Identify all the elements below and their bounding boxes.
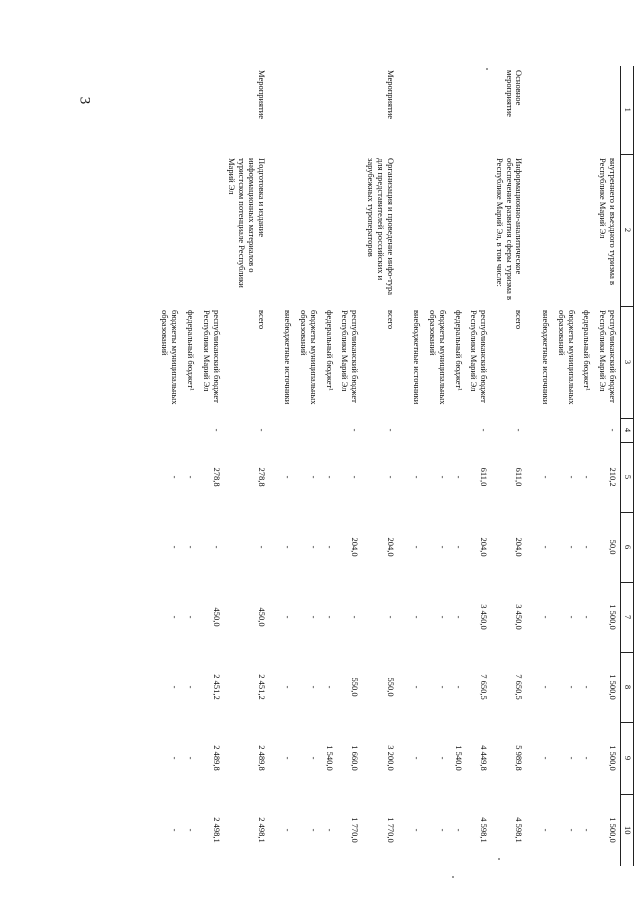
table-cell-c1: Мероприятие: [385, 70, 396, 120]
table-cell-c5: -: [350, 475, 361, 479]
table-cell-c3: всего: [514, 310, 525, 330]
table-row: [491, 66, 526, 866]
col-header: 5: [621, 442, 634, 512]
col-header: 2: [621, 154, 634, 306]
rotated-page-area: [114, 66, 634, 866]
table-cell-c7: -: [582, 615, 593, 619]
table-cell-c1: [198, 66, 224, 154]
table-cell-c5: -: [541, 475, 552, 479]
table-row: [553, 66, 579, 866]
table-cell-c3: федеральный бюджет¹: [453, 310, 464, 391]
table-cell-c9: -: [170, 756, 181, 760]
table-cell-c3: федеральный бюджет¹: [324, 310, 335, 391]
table-cell-c9: -: [186, 756, 197, 760]
table-cell-c10: 4 598,1: [479, 817, 490, 843]
table-cell-c2: [321, 154, 337, 306]
table-cell-c9: 1 540,0: [324, 745, 335, 771]
table-cell-c8: -: [186, 685, 197, 689]
table-cell-c5: -: [308, 475, 319, 479]
table-cell-c9: 3 200,0: [385, 745, 396, 771]
table-cell-c7: -: [283, 615, 294, 619]
table-cell-c3: внебюджетные источники: [541, 310, 552, 405]
table-cell-c7: -: [324, 615, 335, 619]
table-cell-c1: [526, 66, 553, 154]
table-cell-c2: внутреннего и въездного туризма в Республике Марий Эл: [598, 158, 618, 286]
table-cell-c3: всего: [385, 310, 396, 330]
table-cell-c1: [295, 66, 321, 154]
table-cell-c1: [579, 66, 595, 154]
table-cell-c7: -: [385, 615, 396, 619]
table-cell-c9: 4 449,8: [479, 745, 490, 771]
table-cell-c8: -: [412, 685, 423, 689]
table-cell-c8: 7 650,5: [514, 674, 525, 700]
table-cell-c7: 3 450,0: [514, 604, 525, 630]
table-cell-c8: 550,0: [350, 677, 361, 697]
table-cell-c9: -: [283, 756, 294, 760]
table-cell-c2: [337, 154, 363, 306]
table-cell-c8: -: [582, 685, 593, 689]
table-cell-c4: -: [256, 428, 267, 432]
table-row: [224, 66, 269, 866]
table-cell-c4: [269, 418, 296, 442]
table-cell-c10: -: [541, 828, 552, 832]
table-cell-c2: [295, 154, 321, 306]
table-cell-c1: Мероприятие: [256, 70, 267, 120]
table-cell-c9: 2 489,8: [211, 745, 222, 771]
table-cell-c7: -: [350, 615, 361, 619]
table-row: [466, 66, 492, 866]
table-row: [398, 66, 425, 866]
table-cell-c9: -: [566, 756, 577, 760]
table-cell-c5: -: [412, 475, 423, 479]
table-body: [157, 66, 634, 866]
table-cell-c1: [321, 66, 337, 154]
table-cell-c1: [398, 66, 425, 154]
table-cell-c5: -: [283, 475, 294, 479]
table-cell-c4: -: [479, 428, 490, 432]
table-cell-c7: 3 450,0: [479, 604, 490, 630]
table-cell-c3: республиканский бюджет Республики Марий Эл: [201, 310, 222, 403]
table-cell-c6: -: [453, 545, 464, 549]
table-cell-c7: -: [186, 615, 197, 619]
table-cell-c8: -: [566, 685, 577, 689]
table-cell-c1: Основное мероприятие: [504, 70, 525, 117]
table-cell-c2: [424, 154, 450, 306]
table-cell-c6: -: [412, 545, 423, 549]
table-cell-c2: [182, 154, 198, 306]
table-cell-c5: -: [582, 475, 593, 479]
scan-speck: [498, 858, 500, 860]
table-cell-c8: -: [308, 685, 319, 689]
table-cell-c6: -: [283, 545, 294, 549]
table-cell-c2: Организация и проведение инфо-тура для представителей российских и зарубежных туроператоров: [365, 158, 396, 296]
landscape-content: [114, 66, 634, 866]
table-cell-c4: [182, 418, 198, 442]
table-cell-c9: 1 660,0: [350, 745, 361, 771]
col-header: 10: [621, 794, 634, 866]
table-cell-c4: [398, 418, 425, 442]
table-cell-c2: [157, 154, 183, 306]
table-cell-c1: [182, 66, 198, 154]
table-cell-c5: -: [453, 475, 464, 479]
table-cell-c10: -: [582, 828, 593, 832]
table-cell-c9: -: [541, 756, 552, 760]
funding-table: [157, 66, 634, 866]
table-cell-c10: 2 498,1: [256, 817, 267, 843]
table-cell-c6: -: [170, 545, 181, 549]
table-cell-c6: 204,0: [385, 537, 396, 557]
col-header: 7: [621, 582, 634, 652]
table-cell-c4: [553, 418, 579, 442]
col-header: 1: [621, 66, 634, 154]
table-cell-c8: -: [324, 685, 335, 689]
table-cell-c10: -: [437, 828, 448, 832]
col-header: 6: [621, 512, 634, 582]
table-cell-c9: 1 540,0: [453, 745, 464, 771]
table-row: [182, 66, 198, 866]
table-cell-c3: федеральный бюджет¹: [186, 310, 197, 391]
table-cell-c10: -: [566, 828, 577, 832]
table-cell-c5: -: [170, 475, 181, 479]
table-cell-c3: бюджеты муниципальных образований: [556, 310, 577, 405]
table-cell-c1: [553, 66, 579, 154]
table-cell-c6: -: [211, 545, 222, 549]
table-cell-c8: -: [283, 685, 294, 689]
table-row: [269, 66, 296, 866]
table-cell-c9: 1 500,0: [608, 745, 618, 771]
table-cell-c7: -: [437, 615, 448, 619]
table-cell-c3: федеральный бюджет¹: [582, 310, 593, 391]
table-cell-c3: бюджеты муниципальных образований: [428, 310, 448, 405]
table-cell-c7: -: [566, 615, 577, 619]
table-row: [337, 66, 363, 866]
table-row: [198, 66, 224, 866]
table-cell-c2: [553, 154, 579, 306]
table-cell-c6: -: [256, 545, 267, 549]
table-cell-c10: 1 500,0: [608, 817, 618, 843]
table-cell-c9: -: [582, 756, 593, 760]
scan-speck: [452, 876, 454, 878]
table-cell-c5: -: [566, 475, 577, 479]
table-cell-c5: 611,0: [514, 467, 525, 487]
table-cell-c1: [157, 66, 183, 154]
table-cell-c10: 4 598,1: [514, 817, 525, 843]
col-header: 3: [621, 306, 634, 418]
table-cell-c2: [269, 154, 296, 306]
table-cell-c10: -: [170, 828, 181, 832]
table-row: [295, 66, 321, 866]
table-cell-c6: -: [566, 545, 577, 549]
table-cell-c5: 611,0: [479, 467, 490, 487]
table-cell-c7: -: [170, 615, 181, 619]
table-cell-c10: 2 498,1: [211, 817, 222, 843]
table-cell-c1: [269, 66, 296, 154]
table-cell-c9: -: [437, 756, 448, 760]
table-cell-c3: бюджеты муниципальных образований: [299, 310, 319, 405]
col-header: 4: [621, 418, 634, 442]
table-cell-c6: -: [308, 545, 319, 549]
table-cell-c6: -: [324, 545, 335, 549]
table-cell-c2: [450, 154, 466, 306]
table-cell-c4: [321, 418, 337, 442]
table-cell-c10: -: [412, 828, 423, 832]
table-cell-c4: -: [608, 428, 618, 432]
table-cell-c10: 1 770,0: [385, 817, 396, 843]
table-cell-c6: 204,0: [350, 537, 361, 557]
table-cell-c5: 278,8: [256, 467, 267, 487]
table-cell-c7: 450,0: [256, 607, 267, 627]
table-cell-c4: -: [211, 428, 222, 432]
table-cell-c2: [526, 154, 553, 306]
table-cell-c8: 1 500,0: [608, 674, 618, 700]
table-cell-c5: -: [186, 475, 197, 479]
table-cell-c1: [466, 66, 492, 154]
table-row: [321, 66, 337, 866]
table-cell-c6: -: [437, 545, 448, 549]
table-cell-c9: 2 489,8: [256, 745, 267, 771]
table-cell-c10: -: [308, 828, 319, 832]
table-cell-c4: [579, 418, 595, 442]
table-cell-c7: 1 500,0: [608, 604, 618, 630]
table-cell-c4: -: [350, 428, 361, 432]
table-cell-c7: -: [453, 615, 464, 619]
table-cell-c6: 204,0: [479, 537, 490, 557]
table-cell-c1: [594, 66, 620, 154]
table-cell-c4: [424, 418, 450, 442]
table-cell-c1: [424, 66, 450, 154]
table-cell-c1: [450, 66, 466, 154]
table-cell-c9: -: [412, 756, 423, 760]
table-cell-c10: -: [186, 828, 197, 832]
col-header: 9: [621, 722, 634, 794]
table-cell-c7: -: [412, 615, 423, 619]
col-header: 8: [621, 652, 634, 722]
table-cell-c2: Подготовка и издание информационных материалов о туристском потенциале Республики Марий Эл: [227, 158, 267, 288]
table-cell-c8: 550,0: [385, 677, 396, 697]
table-cell-c4: -: [514, 428, 525, 432]
column-number-row: [621, 66, 634, 866]
table-cell-c4: -: [385, 428, 396, 432]
table-cell-c3: внебюджетные источники: [283, 310, 294, 405]
table-cell-c9: -: [308, 756, 319, 760]
table-cell-c4: [526, 418, 553, 442]
table-cell-c1: [337, 66, 363, 154]
table-cell-c3: республиканский бюджет Республики Марий Эл: [469, 310, 490, 403]
table-cell-c2: [579, 154, 595, 306]
table-cell-c9: 5 989,8: [514, 745, 525, 771]
table-cell-c3: внебюджетные источники: [412, 310, 423, 405]
table-row: [157, 66, 183, 866]
table-row: [424, 66, 450, 866]
table-cell-c8: 2 451,2: [256, 674, 267, 700]
table-cell-c6: 50,0: [608, 539, 618, 555]
table-cell-c8: -: [437, 685, 448, 689]
table-row: [594, 66, 620, 866]
table-row: [526, 66, 553, 866]
table-cell-c10: -: [453, 828, 464, 832]
table-cell-c10: -: [324, 828, 335, 832]
table-cell-c7: -: [308, 615, 319, 619]
table-cell-c3: бюджеты муниципальных образований: [160, 310, 181, 405]
table-cell-c3: республиканский бюджет Республики Марий Эл: [598, 310, 618, 403]
table-cell-c8: 7 650,5: [479, 674, 490, 700]
table-cell-c5: -: [385, 475, 396, 479]
table-cell-c3: всего: [256, 310, 267, 330]
table-cell-c4: [295, 418, 321, 442]
table-cell-c4: [450, 418, 466, 442]
table-cell-c6: -: [582, 545, 593, 549]
scan-speck: [486, 68, 488, 70]
table-cell-c8: -: [541, 685, 552, 689]
table-cell-c6: -: [186, 545, 197, 549]
table-cell-c2: [198, 154, 224, 306]
table-cell-c8: -: [453, 685, 464, 689]
table-row: [362, 66, 397, 866]
table-cell-c10: 1 770,0: [350, 817, 361, 843]
table-cell-c4: [157, 418, 183, 442]
table-cell-c5: -: [437, 475, 448, 479]
table-cell-c3: республиканский бюджет Республики Марий Эл: [340, 310, 361, 403]
table-cell-c2: Информационно-аналитическое обеспечение развития сферы туризма в Республике Марий Эл, в том числе:: [494, 158, 525, 300]
table-cell-c7: 450,0: [211, 607, 222, 627]
table-cell-c5: 210,2: [608, 467, 618, 487]
table-cell-c5: -: [324, 475, 335, 479]
table-row: [450, 66, 466, 866]
table-cell-c2: [398, 154, 425, 306]
table-cell-c6: 204,0: [514, 537, 525, 557]
table-cell-c8: -: [170, 685, 181, 689]
table-cell-c2: [466, 154, 492, 306]
page-number: 3: [76, 96, 93, 105]
table-row: [579, 66, 595, 866]
table-cell-c6: -: [541, 545, 552, 549]
table-cell-c5: 278,8: [211, 467, 222, 487]
table-cell-c8: 2 451,2: [211, 674, 222, 700]
table-cell-c10: -: [283, 828, 294, 832]
table-cell-c7: -: [541, 615, 552, 619]
